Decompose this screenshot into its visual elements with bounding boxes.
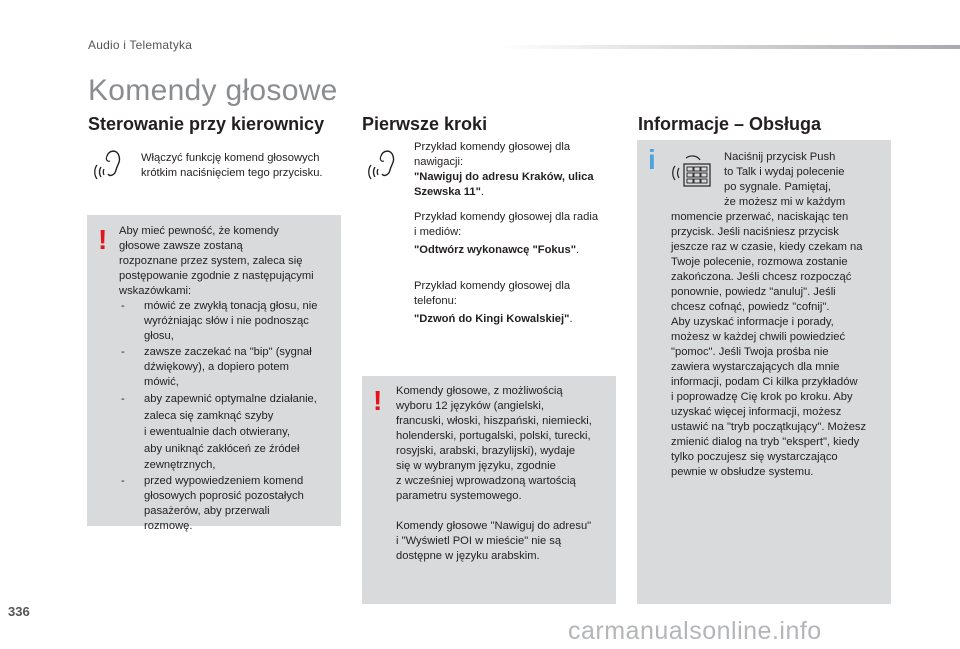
- bullet-dash: -: [121, 300, 125, 312]
- info-line: ponownie, powiedz "anuluj". Jeśli: [671, 286, 836, 298]
- list-item: [119, 391, 339, 474]
- info-line: Aby uzyskać informacje i porady,: [671, 316, 834, 328]
- voice-command-icon: [362, 143, 404, 185]
- header-rule: [500, 45, 960, 49]
- info-line: i poprowadzę Cię krok po kroku. Aby: [671, 391, 853, 403]
- period: .: [576, 244, 580, 256]
- info-line: to Talk i wydaj polecenie: [724, 166, 845, 178]
- bullet-dash: -: [121, 346, 125, 358]
- warning-line: postępowanie zgodnie z następującymi: [119, 270, 314, 282]
- info-line: Twoje polecenie, rozmowa zostanie: [671, 256, 848, 268]
- info-line: po sygnale. Pamiętaj,: [724, 181, 831, 193]
- radio-example-line: Przykład komendy głosowej dla radia: [414, 211, 599, 223]
- info-line: informacji, podam Ci kilka przykładów: [671, 376, 858, 388]
- info-line: zmienić dialog na tryb "ekspert", kiedy: [671, 436, 860, 448]
- phone-example: [414, 279, 614, 327]
- list-item: [119, 345, 339, 390]
- list-item: [119, 299, 339, 344]
- warning-line: głosowe zawsze zostaną: [119, 240, 243, 252]
- warning-line: francuski, włoski, hiszpański, niemiecki,: [396, 415, 592, 427]
- phone-command: "Dzwoń do Kingi Kowalskiej": [414, 313, 570, 325]
- info-line: uzyskać więcej informacji, możesz: [671, 406, 842, 418]
- info-line: zawiera wystarczających dla mnie: [671, 361, 840, 373]
- nav-command: Szewska 11": [414, 186, 481, 198]
- info-line: jeszcze raz w czasie, kiedy czekam na: [671, 241, 863, 253]
- intro-line: Włączyć funkcję komend głosowych: [141, 152, 320, 164]
- info-line: "pomoc". Jeśli Twoja prośba nie: [671, 346, 829, 358]
- nav-command: "Nawiguj do adresu Kraków, ulica: [414, 171, 594, 183]
- warning-line: rosyjski, arabski, brazylijski), wydaje: [396, 445, 576, 457]
- list-item-line: zewnętrznych,: [144, 459, 216, 471]
- warning-line: z wcześniej wprowadzoną wartością: [396, 475, 576, 487]
- warning-line: parametru systemowego.: [396, 490, 522, 502]
- nav-example-line: nawigacji:: [414, 156, 464, 168]
- list-item-line: i ewentualnie dach otwierany,: [144, 426, 290, 438]
- list-item-line: mówić ze zwykłą tonacją głosu, nie: [144, 300, 318, 312]
- list-item-line: głosu,: [144, 330, 174, 342]
- warning-line: holenderski, portugalski, polski, turecki,: [396, 430, 591, 442]
- list-item-line: pasażerów, aby przerwali: [144, 504, 270, 517]
- info-line: możesz w każdej chwili powiedzieć: [671, 331, 846, 343]
- warning-line: wyboru 12 języków (angielski,: [396, 400, 544, 412]
- navigation-example: [414, 140, 614, 200]
- phone-example-line: Przykład komendy głosowej dla: [414, 280, 571, 292]
- list-item-line: dźwiękowy), a dopiero potem: [144, 361, 289, 373]
- bullet-dash: -: [121, 474, 125, 487]
- section-title-first-steps: Pierwsze kroki: [362, 114, 488, 134]
- radio-command: "Odtwórz wykonawcę "Fokus": [414, 244, 577, 256]
- page-title: Komendy głosowe: [88, 74, 338, 107]
- info-line: że możesz mi w każdym: [724, 196, 846, 208]
- note-line: i "Wyświetl POI w mieście" nie są: [396, 535, 562, 547]
- radio-example-line: i mediów:: [414, 226, 462, 238]
- list-item-line: głosowych poprosić pozostałych: [144, 489, 304, 502]
- warning-icon: !: [373, 385, 383, 416]
- list-item-line: aby zapewnić optymalne działanie,: [144, 393, 317, 405]
- info-line: tylko poczujesz się wystarczająco: [671, 451, 838, 463]
- info-line: zakończona. Jeśli chcesz rozpocząć: [671, 271, 852, 283]
- section-title-info: Informacje – Obsługa: [638, 114, 822, 134]
- phone-example-line: telefonu:: [414, 295, 457, 307]
- info-line: Naciśnij przycisk Push: [724, 151, 836, 163]
- nav-example-line: Przykład komendy głosowej dla: [414, 141, 571, 153]
- watermark: carmanualsonline.info: [568, 617, 822, 645]
- info-line: przycisk. Jeśli naciśniesz przycisk: [671, 226, 839, 238]
- info-icon: i: [648, 144, 656, 175]
- info-line: chcesz cofnąć, powiedz "cofnij".: [671, 301, 830, 313]
- section-title-steering: Sterowanie przy kierownicy: [88, 114, 325, 134]
- list-item-line: przed wypowiedzeniem komend: [144, 474, 304, 487]
- warning-line: się w wybranym języku, zgodnie: [396, 460, 556, 472]
- list-item-line: wyróżniając słów i nie podnosząc: [144, 315, 309, 327]
- intro-line: krótkim naciśnięciem tego przycisku.: [141, 167, 323, 179]
- page-number: 336: [8, 604, 30, 619]
- warning-line: rozpoznane przez system, zaleca się: [119, 255, 303, 267]
- header-section-title: Audio i Telematyka: [88, 38, 193, 52]
- list-item-line: mówić,: [144, 376, 179, 388]
- warning-line: Aby mieć pewność, że komendy: [119, 225, 279, 237]
- period: .: [480, 186, 484, 198]
- list-item-line: zaleca się zamknąć szyby: [144, 409, 274, 422]
- radio-example: [414, 210, 619, 258]
- info-line: pewnie w obsłudze systemu.: [671, 466, 814, 478]
- recommendation-list: [119, 299, 339, 534]
- list-item-line: rozmowę.: [144, 519, 193, 532]
- bullet-dash: -: [121, 393, 125, 405]
- note-line: Komendy głosowe "Nawiguj do adresu": [396, 520, 592, 532]
- voice-command-icon: [88, 143, 130, 185]
- list-item: [119, 474, 339, 534]
- list-item-line: aby uniknąć zakłóceń ze źródeł: [144, 442, 300, 455]
- period: .: [569, 313, 573, 325]
- warning-line: wskazówkami:: [119, 285, 192, 297]
- warning-line: Komendy głosowe, z możliwością: [396, 385, 563, 397]
- warning-icon: !: [98, 224, 108, 255]
- note-line: dostępne w języku arabskim.: [396, 550, 540, 562]
- info-line: ustawić na "tryb początkujący". Możesz: [671, 421, 867, 433]
- info-line: momencie przerwać, naciskając ten: [671, 211, 849, 223]
- voice-keypad-icon: [670, 152, 712, 194]
- list-item-line: zawsze zaczekać na "bip" (sygnał: [144, 346, 312, 358]
